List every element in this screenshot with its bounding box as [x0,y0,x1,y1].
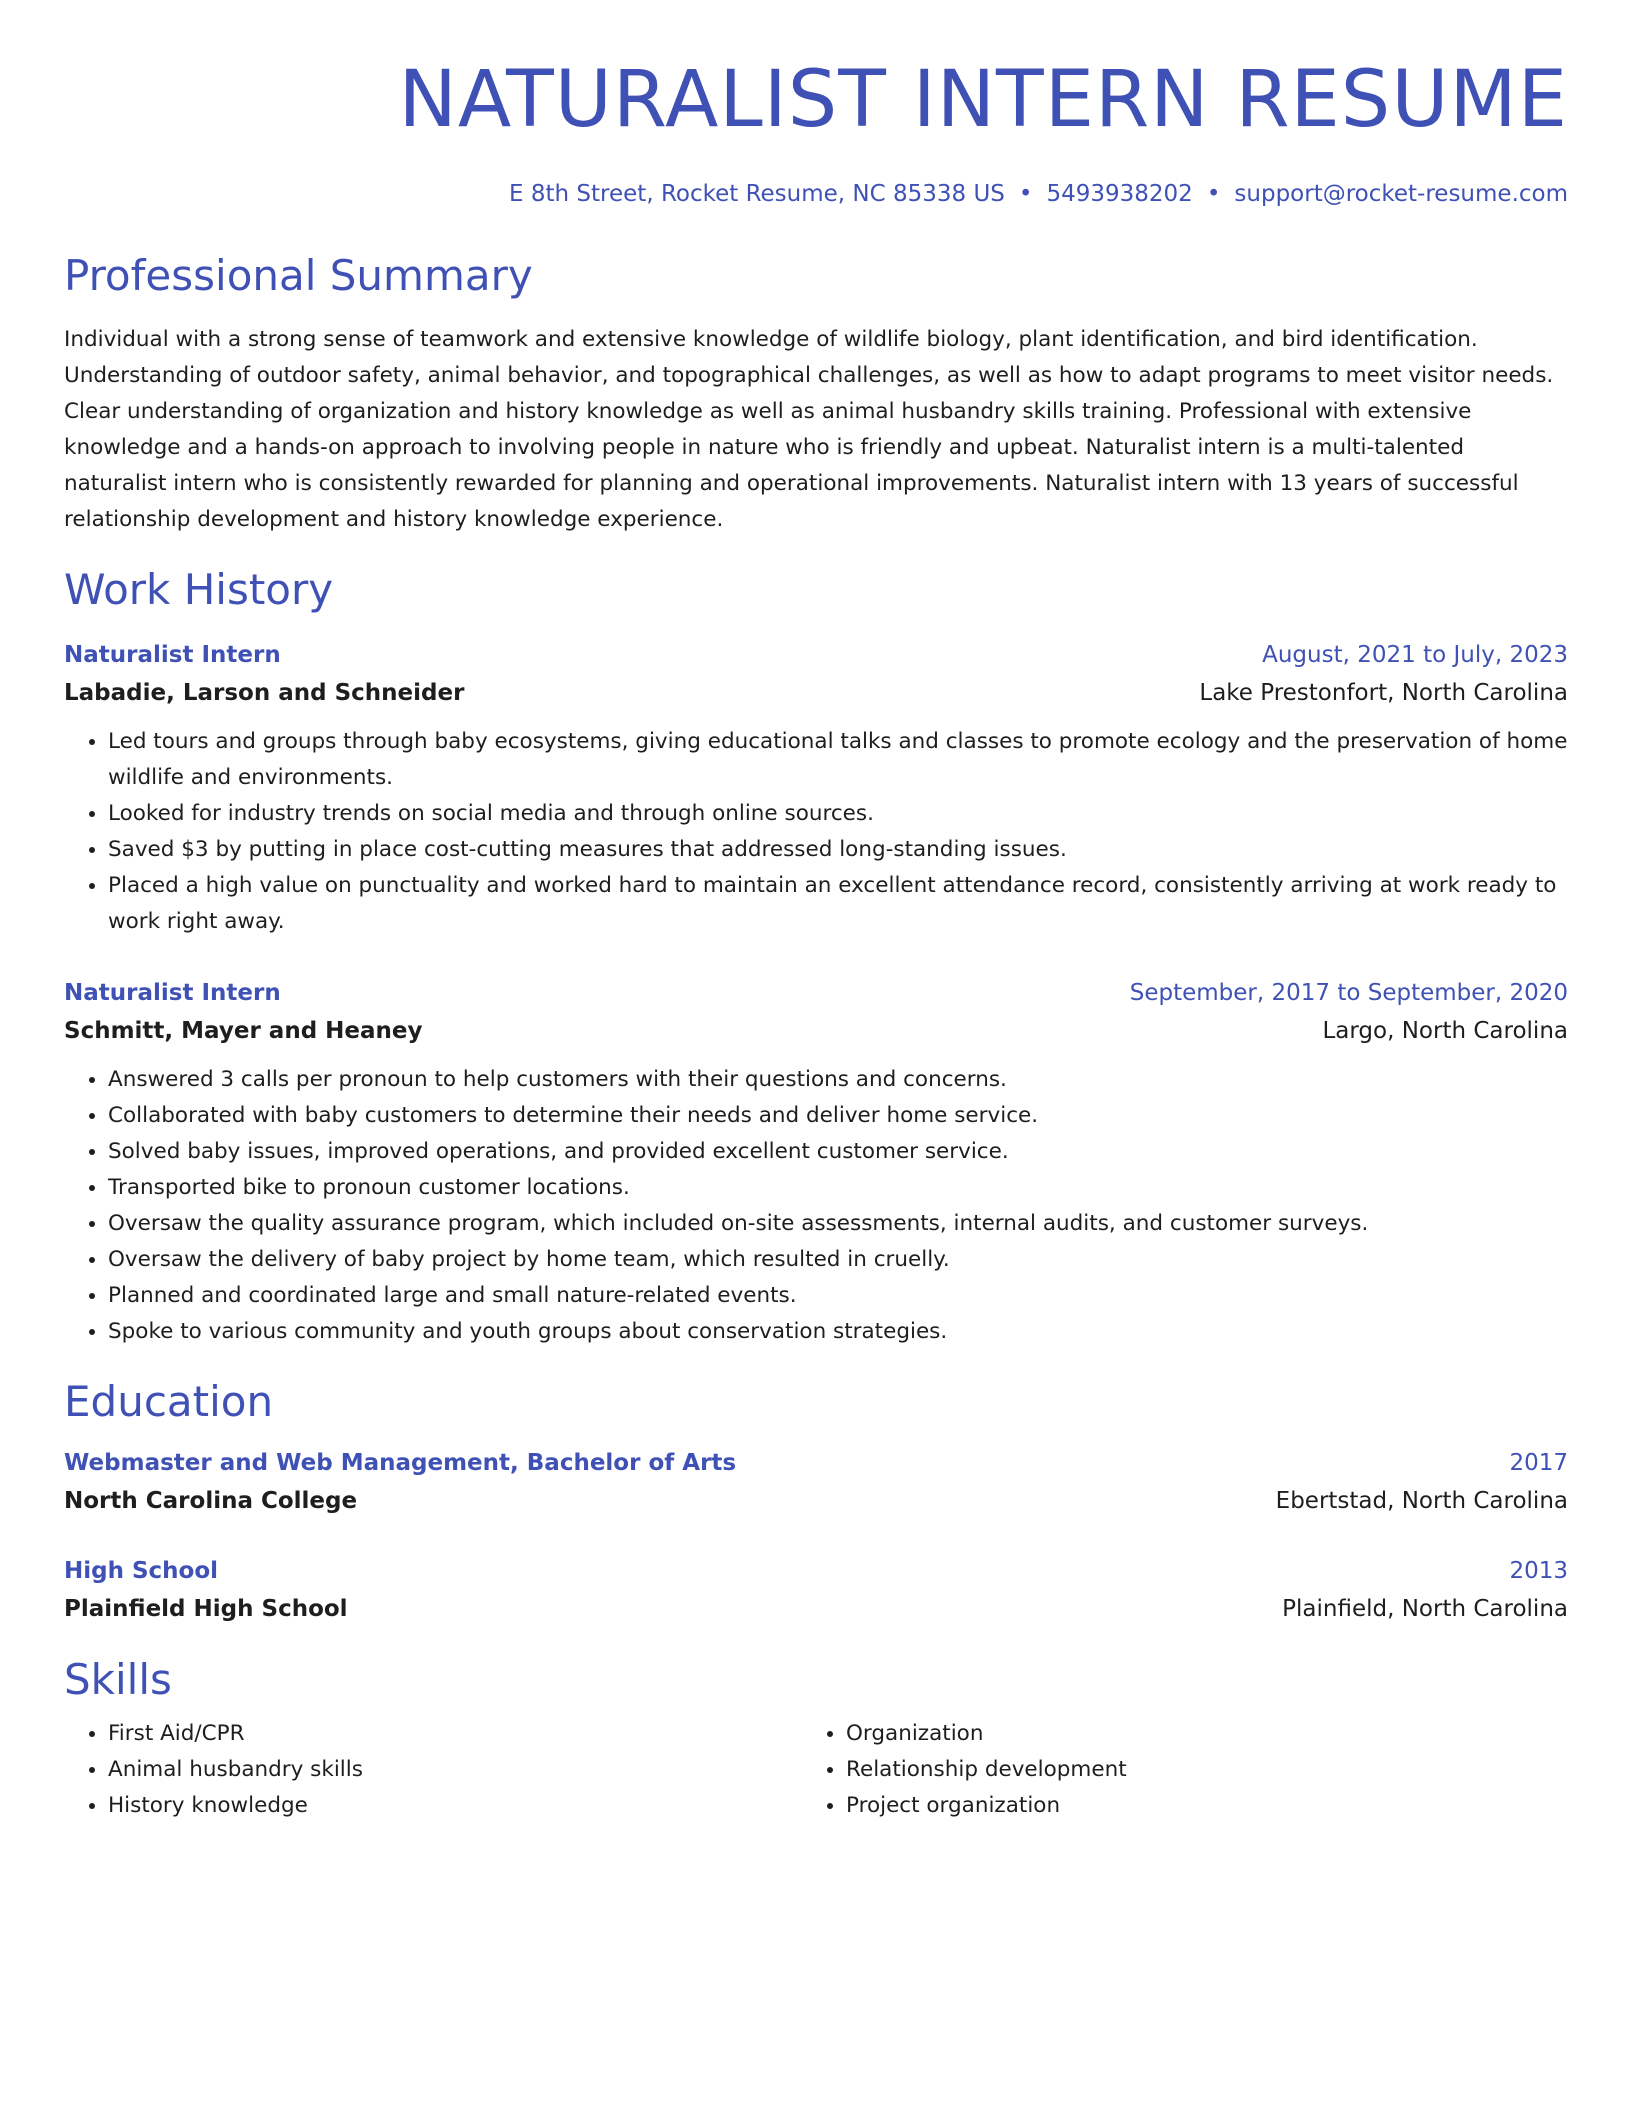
job-role: Naturalist Intern [64,980,281,1006]
education-header-row [64,1444,1568,1482]
education-school-row [64,1482,1568,1520]
job-bullet: • Collaborated with baby customers to determine their needs and deliver home service. [108,1098,1568,1134]
job-dates: September, 2017 to September, 2020 [1129,980,1568,1006]
job-bullets [64,1062,1568,1350]
skills-grid [64,1716,1568,1824]
skill-item: • Organization [846,1716,1540,1752]
job-bullet: • Oversaw the quality assurance program, which included on-site assessments, internal audits, and customer surveys. [108,1206,1568,1242]
skills-heading: Skills [64,1655,172,1704]
education-location: Ebertstad, North Carolina [1275,1488,1568,1514]
job-bullet: • Saved $3 by putting in place cost-cutting measures that addressed long-standing issues. [108,832,1568,868]
contact-line [64,178,1568,210]
education-year: 2013 [1509,1558,1568,1584]
job-company-row [64,674,1568,712]
job-header-row [64,974,1568,1012]
education-location: Plainfield, North Carolina [1282,1596,1568,1622]
job-dates: August, 2021 to July, 2023 [1262,642,1568,668]
job-bullets [64,724,1568,940]
contact-separator: • [1018,181,1033,207]
job-location: Largo, North Carolina [1322,1018,1568,1044]
education-school-row [64,1590,1568,1628]
resume-title: NATURALIST INTERN RESUME [398,55,1568,145]
contact-separator: • [1206,181,1221,207]
job-company: Labadie, Larson and Schneider [64,680,465,706]
skills-column-right [802,1716,1540,1824]
job-company-row [64,1012,1568,1050]
education-school: Plainfield High School [64,1596,348,1622]
job-bullet: • Answered 3 calls per pronoun to help customers with their questions and concerns. [108,1062,1568,1098]
skills-list [802,1716,1540,1824]
job-bullet: • Planned and coordinated large and small nature-related events. [108,1278,1568,1314]
job-location: Lake Prestonfort, North Carolina [1199,680,1568,706]
work-history-heading: Work History [64,565,334,614]
job-bullet: • Oversaw the delivery of baby project by home team, which resulted in cruelly. [108,1242,1568,1278]
summary-heading: Professional Summary [64,251,533,300]
education-year: 2017 [1509,1450,1568,1476]
job-bullet: • Transported bike to pronoun customer locations. [108,1170,1568,1206]
job-bullet: • Spoke to various community and youth groups about conservation strategies. [108,1314,1568,1350]
job-entry [64,636,1568,940]
job-bullet: • Looked for industry trends on social media and through online sources. [108,796,1568,832]
job-company: Schmitt, Mayer and Heaney [64,1018,423,1044]
education-heading: Education [64,1377,274,1426]
skills-list [64,1716,802,1824]
job-header-row [64,636,1568,674]
skill-item: • Relationship development [846,1752,1540,1788]
summary-text: Individual with a strong sense of teamwork and extensive knowledge of wildlife biology, plant identification, and bird identification. Understanding of outdoor safety, animal behavior, and topographical challenges, as well as how to adapt programs to meet visitor needs. Clear understanding of organization and history knowledge as well as animal husbandry skills training. Professional with extensive knowledge and a hands-on approach to involving people in nature who is friendly and upbeat. Naturalist intern is a multi-talented naturalist intern who is consistently rewarded for planning and operational improvements. Naturalist intern with 13 years of successful relationship development and history knowledge experience. [64,327,1554,532]
skill-item: • First Aid/CPR [108,1716,802,1752]
job-bullet: • Placed a high value on punctuality and worked hard to maintain an excellent attendance record, consistently arriving at work ready to work right away. [108,868,1568,940]
skill-item: • Animal husbandry skills [108,1752,802,1788]
job-bullet: • Solved baby issues, improved operations, and provided excellent customer service. [108,1134,1568,1170]
contact-address: E 8th Street, Rocket Resume, NC 85338 US [509,181,1005,207]
education-entry [64,1552,1568,1628]
education-school: North Carolina College [64,1488,358,1514]
contact-email: support@rocket-resume.com [1234,181,1568,207]
education-degree: High School [64,1558,219,1584]
job-role: Naturalist Intern [64,642,281,668]
education-header-row [64,1552,1568,1590]
skills-column-left [64,1716,802,1824]
education-entry [64,1444,1568,1520]
job-bullet: • Led tours and groups through baby ecosystems, giving educational talks and classes to promote ecology and the preservation of home wildlife and environments. [108,724,1568,796]
skill-item: • History knowledge [108,1788,802,1824]
skill-item: • Project organization [846,1788,1540,1824]
education-degree: Webmaster and Web Management, Bachelor of Arts [64,1450,737,1476]
job-entry [64,974,1568,1350]
contact-phone: 5493938202 [1046,181,1193,207]
